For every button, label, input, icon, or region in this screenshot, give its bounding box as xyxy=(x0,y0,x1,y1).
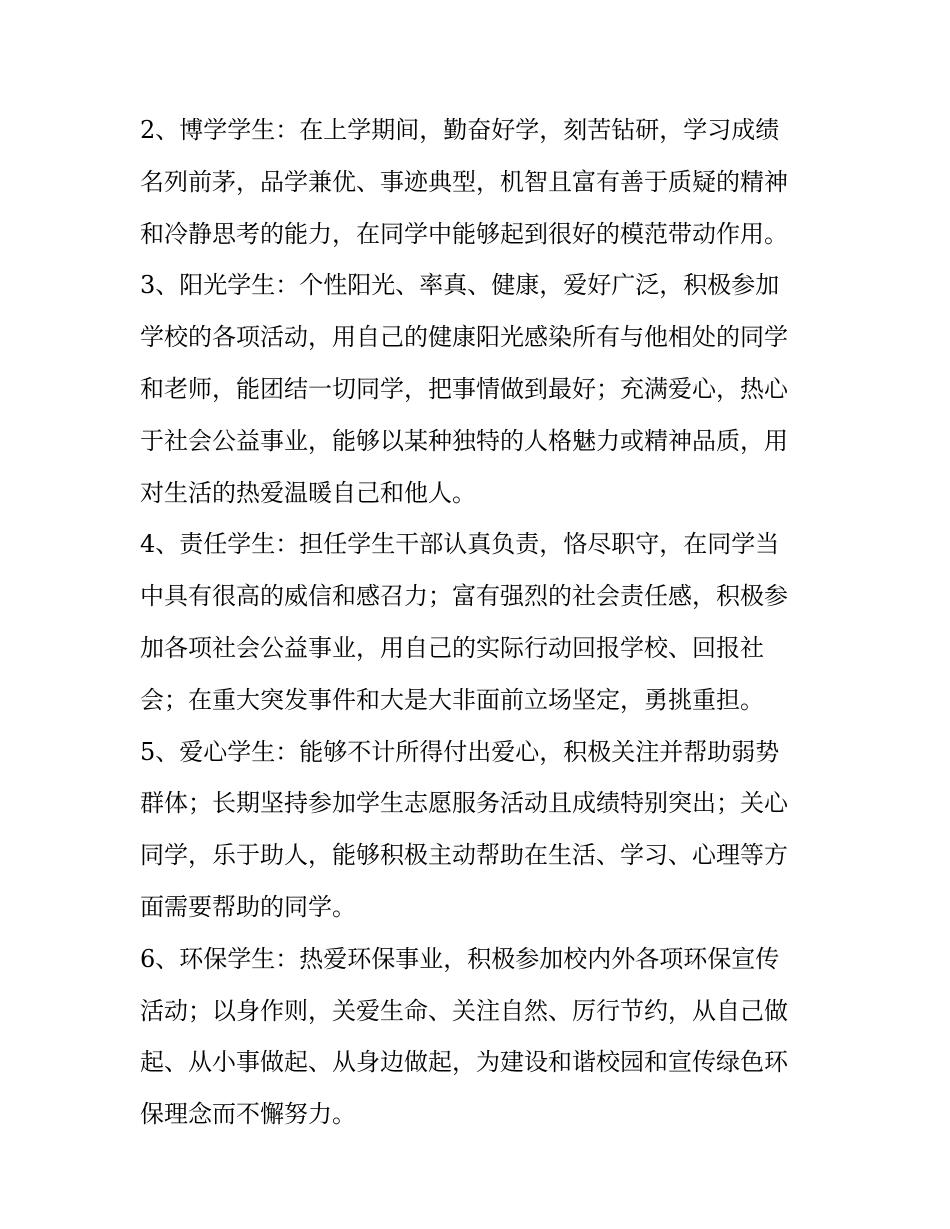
text-line: 3、阳光学生：个性阳光、率真、健康，爱好广泛，积极参加 xyxy=(140,271,780,300)
text-line: 群体；长期坚持参加学生志愿服务活动且成绩特别突出；关心 xyxy=(140,789,788,818)
text-line: 加各项社会公益事业，用自己的实际行动回报学校、回报社 xyxy=(140,633,764,662)
text-line: 活动；以身作则，关爱生命、关注自然、厉行节约，从自己做 xyxy=(140,996,788,1025)
text-line: 2、博学学生：在上学期间，勤奋好学，刻苦钻研，学习成绩 xyxy=(140,116,780,144)
document-body xyxy=(140,105,820,1141)
text-line: 中具有很高的威信和感召力；富有强烈的社会责任感，积极参 xyxy=(140,582,788,611)
text-line: 同学，乐于助人，能够积极主动帮助在生活、学习、心理等方 xyxy=(140,841,788,870)
text-line: 名列前茅，品学兼优、事迹典型，机智且富有善于质疑的精神 xyxy=(140,167,788,196)
text-line: 5、爱心学生：能够不计所得付出爱心，积极关注并帮助弱势 xyxy=(140,737,780,766)
text-line: 面需要帮助的同学。 xyxy=(140,892,356,921)
text-line: 学校的各项活动，用自己的健康阳光感染所有与他相处的同学 xyxy=(140,323,788,352)
text-line: 6、环保学生：热爱环保事业，积极参加校内外各项环保宣传 xyxy=(140,944,780,973)
text-line: 保理念而不懈努力。 xyxy=(140,1100,356,1129)
text-line: 对生活的热爱温暖自己和他人。 xyxy=(140,478,476,507)
text-line: 起、从小事做起、从身边做起，为建设和谐校园和宣传绿色环 xyxy=(140,1048,788,1077)
text-line: 会；在重大突发事件和大是大非面前立场坚定，勇挑重担。 xyxy=(140,685,764,714)
text-line: 4、责任学生：担任学生干部认真负责，恪尽职守，在同学当 xyxy=(140,530,780,559)
text-line: 和老师，能团结一切同学，把事情做到最好；充满爱心，热心 xyxy=(140,374,788,403)
text-line: 和冷静思考的能力，在同学中能够起到很好的模范带动作用。 xyxy=(140,219,788,248)
text-line: 于社会公益事业，能够以某种独特的人格魅力或精神品质，用 xyxy=(140,426,788,455)
